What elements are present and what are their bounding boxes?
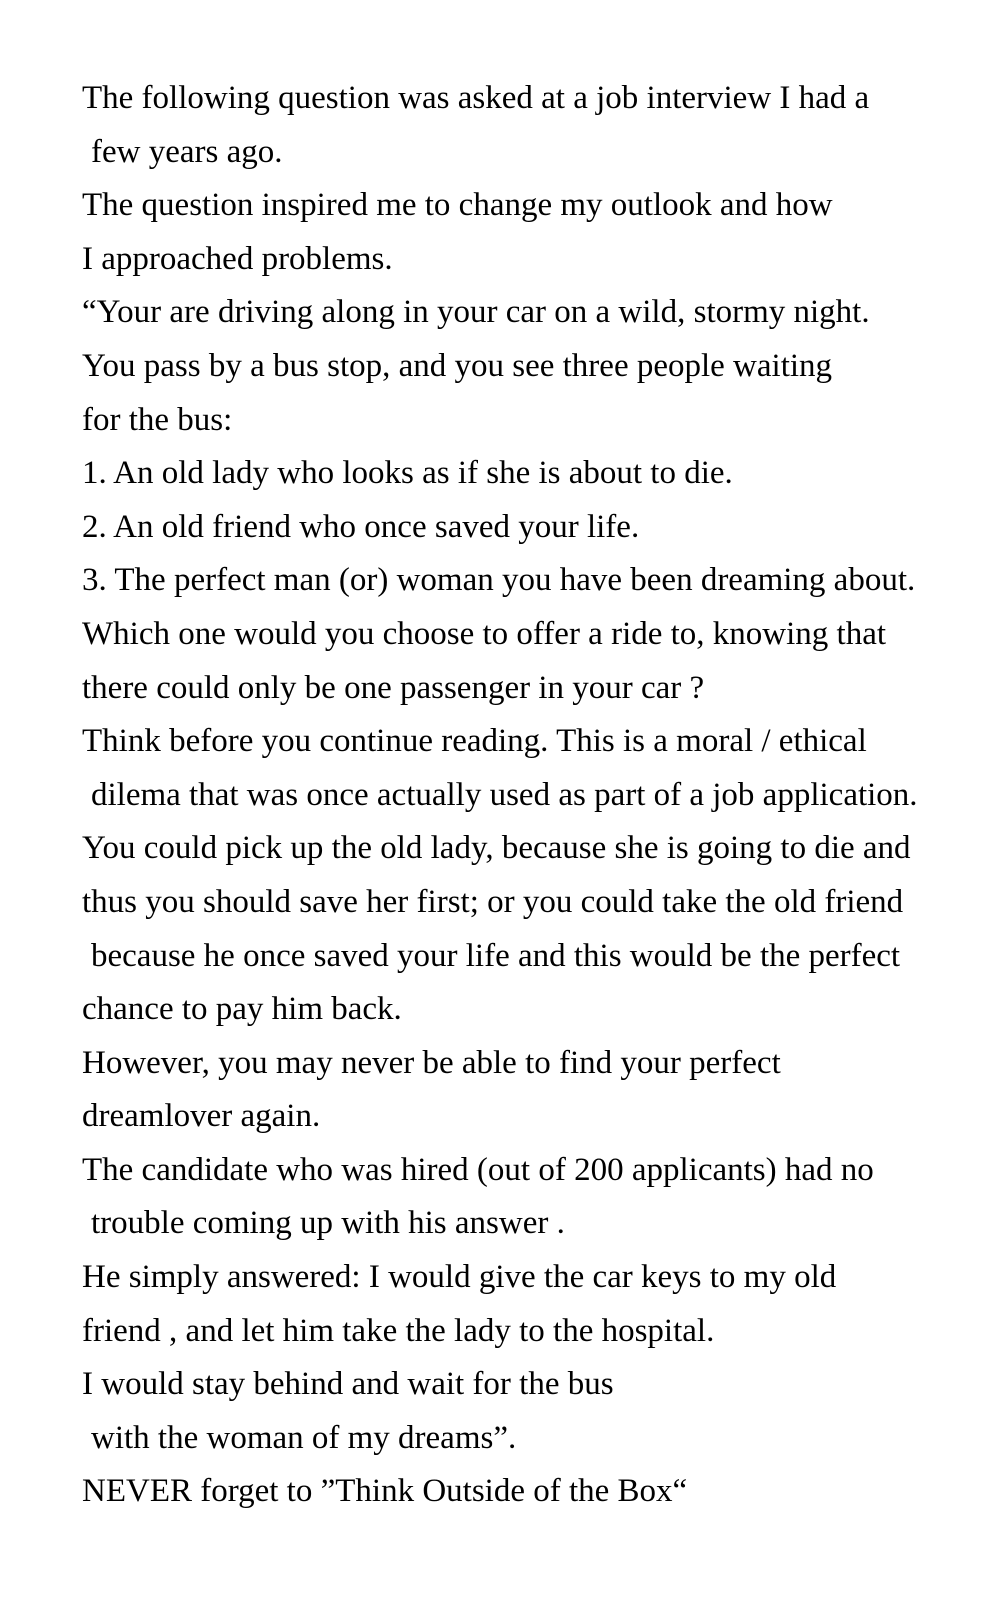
text-line: I would stay behind and wait for the bus (82, 1366, 614, 1403)
text-line: Think before you continue reading. This is a moral / ethical (82, 723, 867, 760)
text-line: thus you should save her first; or you could take the old friend (82, 883, 904, 920)
list-item-1: 1. An old lady who looks as if she is about to die. (82, 455, 733, 492)
text-line: Which one would you choose to offer a ride to, knowing that (82, 615, 887, 652)
text-line: for the bus: (82, 401, 233, 438)
list-item-3: 3. The perfect man (or) woman you have been dreaming about. (82, 562, 916, 599)
text-line: You pass by a bus stop, and you see three people waiting (82, 347, 833, 384)
text-line: dilema that was once actually used as part of a job application. (91, 776, 918, 813)
text-line: I approached problems. (82, 240, 393, 277)
list-item-2: 2. An old friend who once saved your life. (82, 508, 640, 545)
text-line: “Your are driving along in your car on a wild, stormy night. (82, 294, 870, 331)
text-line: dreamlover again. (82, 1098, 321, 1135)
document-body (82, 72, 992, 1519)
text-line: The candidate who was hired (out of 200 applicants) had no (82, 1151, 874, 1188)
text-line: chance to pay him back. (82, 991, 402, 1028)
text-line: trouble coming up with his answer . (91, 1205, 565, 1242)
text-line: The following question was asked at a job interview I had a (82, 80, 870, 116)
closing-line: NEVER forget to ”Think Outside of the Box“ (82, 1473, 688, 1510)
text-line: few years ago. (91, 133, 283, 170)
text-line: with the woman of my dreams”. (91, 1419, 517, 1456)
text-line: The question inspired me to change my outlook and how (82, 187, 833, 224)
text-line: He simply answered: I would give the car keys to my old (82, 1259, 837, 1296)
text-line: You could pick up the old lady, because she is going to die and (82, 830, 911, 867)
text-line: However, you may never be able to find your perfect (82, 1044, 781, 1081)
text-line: because he once saved your life and this would be the perfect (91, 937, 901, 974)
text-line: there could only be one passenger in your car ? (82, 669, 705, 706)
text-line: friend , and let him take the lady to the hospital. (82, 1312, 715, 1349)
